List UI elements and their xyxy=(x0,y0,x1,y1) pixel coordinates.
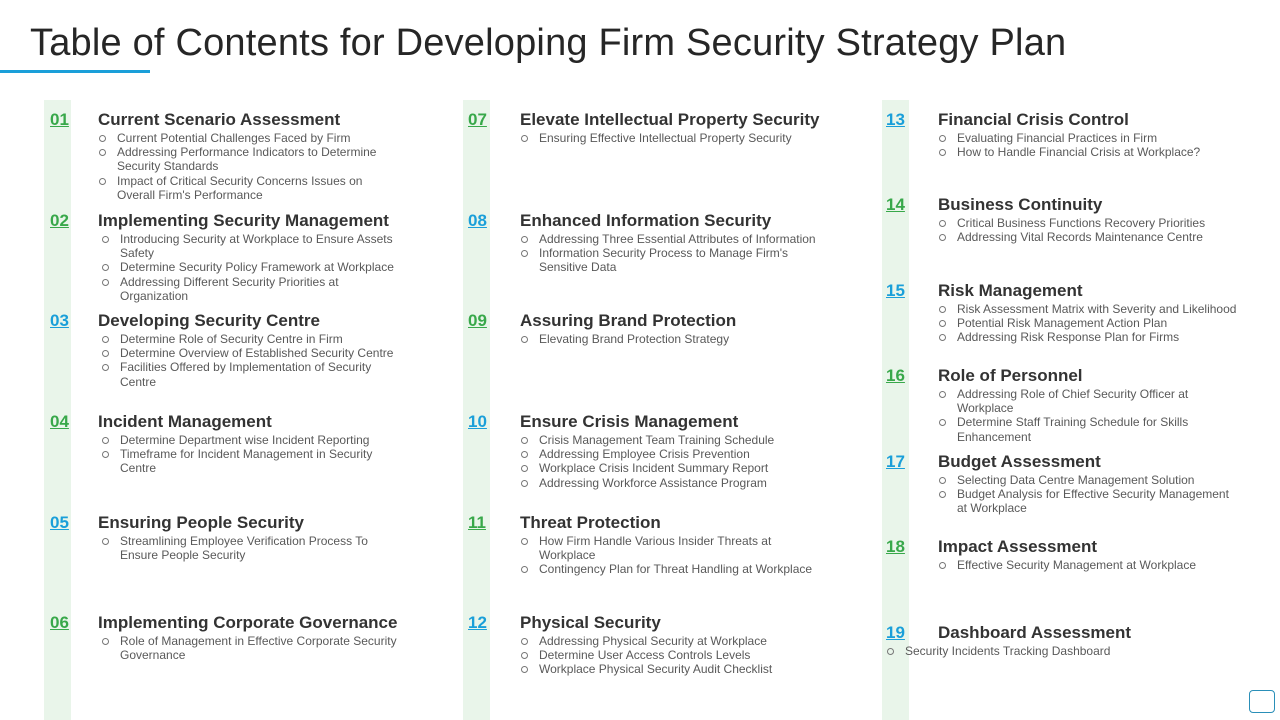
title-underline xyxy=(0,70,150,73)
section-item: Potential Risk Management Action Plan xyxy=(938,316,1238,330)
section-heading: Budget Assessment xyxy=(938,452,1101,471)
section-item-list xyxy=(520,332,820,346)
section-heading: Role of Personnel xyxy=(938,366,1083,385)
section-item-list xyxy=(101,634,401,662)
section-heading: Developing Security Centre xyxy=(98,311,321,330)
section-number-link[interactable]: 17 xyxy=(886,452,905,471)
section-item-list xyxy=(98,131,398,202)
section-item: Streamlining Employee Verification Process To Ensure People Security xyxy=(101,534,401,562)
section-item: Determine Role of Security Centre in Firm xyxy=(101,332,401,346)
section-item-list xyxy=(101,232,401,303)
section-item: How Firm Handle Various Insider Threats at Workplace xyxy=(520,534,820,562)
section-item: Addressing Employee Crisis Prevention xyxy=(520,447,820,461)
section-item-list xyxy=(938,387,1238,444)
section-item: Critical Business Functions Recovery Priorities xyxy=(938,216,1238,230)
section-item: Budget Analysis for Effective Security Management at Workplace xyxy=(938,487,1238,515)
section-number-link[interactable]: 19 xyxy=(886,623,905,642)
section-number-link[interactable]: 10 xyxy=(468,412,487,431)
section-number-link[interactable]: 03 xyxy=(50,311,69,330)
section-item: Addressing Role of Chief Security Officer at Workplace xyxy=(938,387,1238,415)
section-number-link[interactable]: 07 xyxy=(468,110,487,129)
section-item: Determine Staff Training Schedule for Skills Enhancement xyxy=(938,415,1238,443)
section-item: Timeframe for Incident Management in Security Centre xyxy=(101,447,401,475)
section-item: Elevating Brand Protection Strategy xyxy=(520,332,820,346)
section-item-list xyxy=(520,131,820,145)
section-item: Determine Department wise Incident Reporting xyxy=(101,433,401,447)
section-number-link[interactable]: 08 xyxy=(468,211,487,230)
section-heading: Current Scenario Assessment xyxy=(98,110,341,129)
section-item-list xyxy=(886,644,1186,658)
section-item: Facilities Offered by Implementation of Security Centre xyxy=(101,360,401,388)
section-item-list xyxy=(938,302,1238,345)
section-number-link[interactable]: 05 xyxy=(50,513,69,532)
page-title: Table of Contents for Developing Firm Security Strategy Plan xyxy=(30,22,1067,64)
section-number-link[interactable]: 11 xyxy=(468,513,486,532)
section-item: Role of Management in Effective Corporate Security Governance xyxy=(101,634,401,662)
section-number-link[interactable]: 14 xyxy=(886,195,905,214)
section-heading: Physical Security xyxy=(520,613,661,632)
section-heading: Ensuring People Security xyxy=(98,513,304,532)
section-heading: Financial Crisis Control xyxy=(938,110,1129,129)
section-item-list xyxy=(520,433,820,490)
section-item: How to Handle Financial Crisis at Workplace? xyxy=(938,145,1238,159)
section-item-list xyxy=(101,332,401,389)
section-heading: Implementing Security Management xyxy=(98,211,389,230)
section-heading: Implementing Corporate Governance xyxy=(98,613,398,632)
section-item-list xyxy=(938,558,1238,572)
section-item: Risk Assessment Matrix with Severity and Likelihood xyxy=(938,302,1238,316)
section-item-list xyxy=(938,131,1238,159)
section-heading: Elevate Intellectual Property Security xyxy=(520,110,820,129)
section-heading: Assuring Brand Protection xyxy=(520,311,737,330)
section-heading: Dashboard Assessment xyxy=(938,623,1132,642)
section-item: Effective Security Management at Workplace xyxy=(938,558,1238,572)
section-item: Workplace Crisis Incident Summary Report xyxy=(520,461,820,475)
section-number-link[interactable]: 13 xyxy=(886,110,905,129)
section-item: Contingency Plan for Threat Handling at Workplace xyxy=(520,562,820,576)
section-heading: Impact Assessment xyxy=(938,537,1098,556)
section-number-link[interactable]: 18 xyxy=(886,537,905,556)
section-heading: Risk Management xyxy=(938,281,1083,300)
section-item: Addressing Risk Response Plan for Firms xyxy=(938,330,1238,344)
section-number-link[interactable]: 12 xyxy=(468,613,487,632)
section-number-link[interactable]: 01 xyxy=(50,110,69,129)
section-item: Introducing Security at Workplace to Ensure Assets Safety xyxy=(101,232,401,260)
section-item: Selecting Data Centre Management Solution xyxy=(938,473,1238,487)
section-item: Information Security Process to Manage Firm's Sensitive Data xyxy=(520,246,820,274)
section-item: Impact of Critical Security Concerns Issues on Overall Firm's Performance xyxy=(98,174,398,202)
section-item: Addressing Workforce Assistance Program xyxy=(520,476,820,490)
section-number-link[interactable]: 06 xyxy=(50,613,69,632)
section-item-list xyxy=(520,534,820,577)
section-item: Determine User Access Controls Levels xyxy=(520,648,820,662)
section-heading: Ensure Crisis Management xyxy=(520,412,739,431)
section-number-link[interactable]: 16 xyxy=(886,366,905,385)
section-item: Addressing Three Essential Attributes of Information xyxy=(520,232,820,246)
section-item-list xyxy=(938,473,1238,516)
section-item-list xyxy=(101,433,401,476)
slide-nav-box[interactable] xyxy=(1249,690,1275,713)
section-item: Current Potential Challenges Faced by Firm xyxy=(98,131,398,145)
section-number-link[interactable]: 04 xyxy=(50,412,69,431)
section-item-list xyxy=(520,232,820,275)
section-heading: Incident Management xyxy=(98,412,272,431)
section-item-list xyxy=(520,634,820,677)
section-item: Addressing Physical Security at Workplace xyxy=(520,634,820,648)
section-item: Security Incidents Tracking Dashboard xyxy=(886,644,1186,658)
section-item-list xyxy=(101,534,401,562)
section-item: Addressing Different Security Priorities at Organization xyxy=(101,275,401,303)
section-item-list xyxy=(938,216,1238,244)
section-item: Addressing Vital Records Maintenance Centre xyxy=(938,230,1238,244)
section-item: Determine Security Policy Framework at Workplace xyxy=(101,260,401,274)
section-heading: Threat Protection xyxy=(520,513,661,532)
section-number-link[interactable]: 15 xyxy=(886,281,905,300)
section-item: Determine Overview of Established Security Centre xyxy=(101,346,401,360)
section-heading: Business Continuity xyxy=(938,195,1103,214)
section-item: Evaluating Financial Practices in Firm xyxy=(938,131,1238,145)
section-item: Workplace Physical Security Audit Checklist xyxy=(520,662,820,676)
section-item: Ensuring Effective Intellectual Property Security xyxy=(520,131,820,145)
section-heading: Enhanced Information Security xyxy=(520,211,772,230)
section-number-link[interactable]: 02 xyxy=(50,211,69,230)
section-number-link[interactable]: 09 xyxy=(468,311,487,330)
section-item: Addressing Performance Indicators to Determine Security Standards xyxy=(98,145,398,173)
section-item: Crisis Management Team Training Schedule xyxy=(520,433,820,447)
